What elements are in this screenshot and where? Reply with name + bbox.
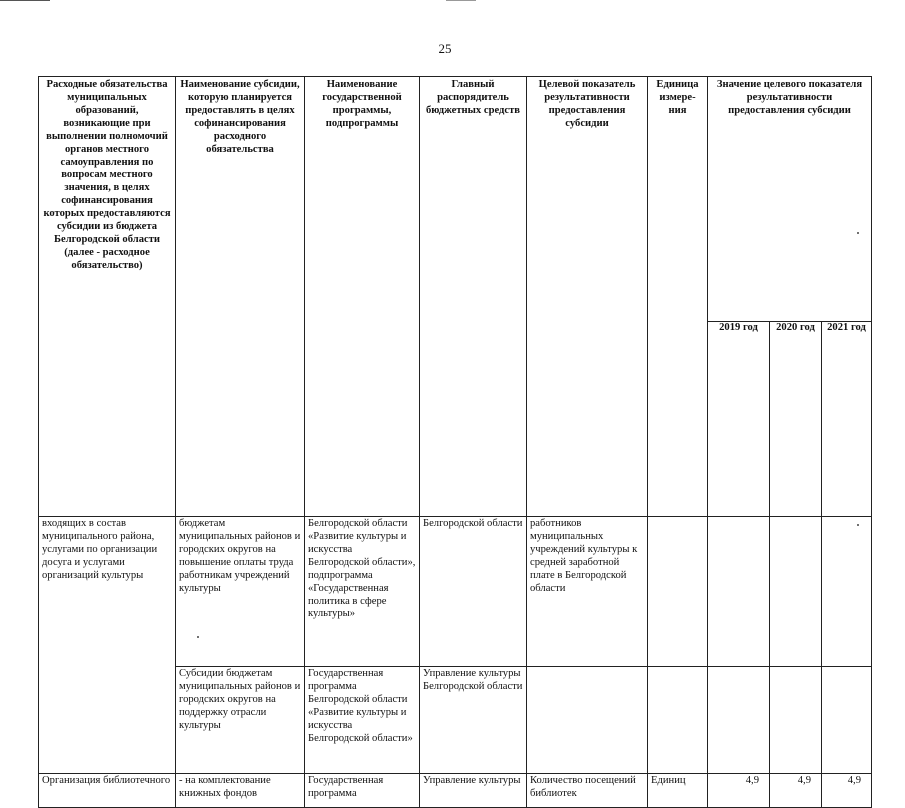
cell-indicator	[527, 667, 648, 774]
table-row	[39, 774, 872, 808]
cell-value-2019	[708, 517, 770, 667]
scan-speck	[857, 232, 859, 234]
cell-unit: Единиц	[648, 774, 708, 808]
cell-unit	[648, 667, 708, 774]
cell-value-2020	[770, 517, 822, 667]
cell-program: Государственная программа	[305, 774, 420, 808]
header-row	[39, 77, 872, 322]
cell-value-2019: 4,9	[708, 774, 770, 808]
cell-value-2020: 4,9	[770, 774, 822, 808]
cell-value-2019	[708, 667, 770, 774]
cell-obligation: входящих в состав муниципального района, услугами по организации досуга и услугами организаций культуры	[39, 517, 176, 774]
cell-subsidy: бюджетам муниципальных районов и городских округов на повышение оплаты труда работникам учреждений культуры	[176, 517, 305, 667]
cell-indicator: Количество посещений библиотек	[527, 774, 648, 808]
cell-value-2021: 4,9	[822, 774, 872, 808]
cell-manager: Управление культуры Белгородской области	[420, 667, 527, 774]
cell-program: Государственная программа Белгородской области «Развитие культуры и искусства Белгородской области»	[305, 667, 420, 774]
cell-program: Белгородской области «Развитие культуры и искусства Белгородской области», подпрограмма «Государственная политика в сфере культуры»	[305, 517, 420, 667]
header-unit: Единица измере-ния	[648, 77, 708, 517]
header-year-2021: 2021 год	[822, 322, 872, 517]
header-program: Наименование государственной программы, подпрограммы	[305, 77, 420, 517]
cell-manager: Белгородской области	[420, 517, 527, 667]
header-subsidy-name: Наименование субсидии, которую планируется предоставлять в целях софинансирования расходного обязательства	[176, 77, 305, 517]
header-target-indicator: Целевой показатель результативности предоставления субсидии	[527, 77, 648, 517]
table-row	[39, 517, 872, 667]
header-obligations: Расходные обязательства муниципальных образований, возникающие при выполнении полномочий органов местного самоуправления по вопросам местного значения, в целях софинансирования которых предоставляются субсидии из бюджета Белгородской области (далее - расходное обязательство)	[39, 77, 176, 517]
cell-unit	[648, 517, 708, 667]
cell-value-2020	[770, 667, 822, 774]
scan-edge-mark	[446, 0, 476, 1]
scan-speck	[857, 524, 859, 526]
cell-subsidy: - на комплектование книжных фондов	[176, 774, 305, 808]
cell-obligation: Организация библиотечного	[39, 774, 176, 808]
cell-manager: Управление культуры	[420, 774, 527, 808]
cell-value-2021	[822, 667, 872, 774]
scan-edge-mark	[0, 0, 50, 1]
header-budget-manager: Главный распорядитель бюджетных средств	[420, 77, 527, 517]
cell-value-2021	[822, 517, 872, 667]
page-number: 25	[438, 41, 452, 56]
subsidy-table	[38, 76, 872, 808]
header-year-2019: 2019 год	[708, 322, 770, 517]
cell-indicator: работников муниципальных учреждений культуры к средней заработной плате в Белгородской области	[527, 517, 648, 667]
cell-subsidy: Субсидии бюджетам муниципальных районов и городских округов на поддержку отрасли культуры	[176, 667, 305, 774]
header-year-2020: 2020 год	[770, 322, 822, 517]
header-target-value: Значение целевого показателя результативности предоставления субсидии	[708, 77, 872, 322]
scan-speck	[197, 636, 199, 638]
